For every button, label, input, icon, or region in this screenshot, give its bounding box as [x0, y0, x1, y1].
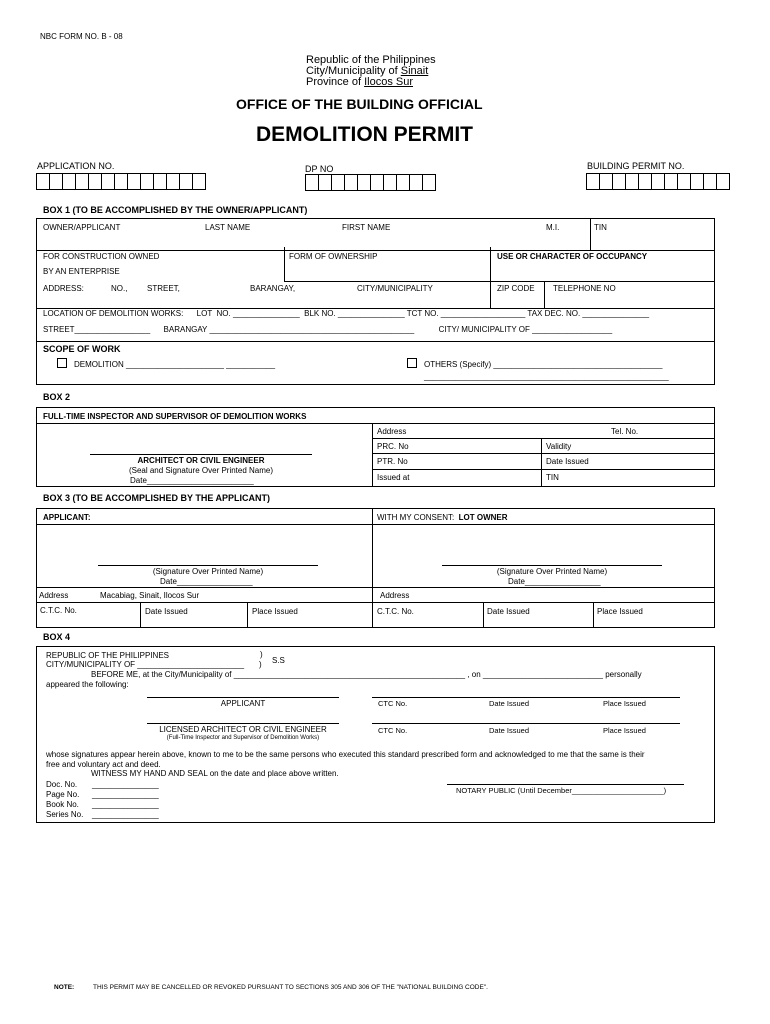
- page-title: DEMOLITION PERMIT: [256, 123, 473, 146]
- owner-place-issued-label: Place Issued: [597, 607, 643, 616]
- last-name-label: LAST NAME: [205, 223, 251, 232]
- seal-signature-label: (Seal and Signature Over Printed Name): [128, 466, 274, 475]
- republic-text: REPUBLIC OF THE PHILIPPINES: [46, 651, 169, 660]
- box3-address-label: Address: [39, 591, 69, 600]
- others-label: OTHERS (Specify) ______________________________________: [424, 360, 663, 369]
- box3-owner-address-label: Address: [380, 591, 410, 600]
- note-text: THIS PERMIT MAY BE CANCELLED OR REVOKED PURSUANT TO SECTIONS 305 AND 306 OF THE "NATIONAL BUILDING CODE".: [93, 984, 488, 991]
- header-province: Province of Ilocos Sur: [306, 76, 414, 88]
- applicant-date-issued: Date Issued: [489, 699, 530, 708]
- applicant-place-issued-label: Place Issued: [252, 607, 298, 616]
- box4-label: BOX 4: [43, 632, 71, 642]
- owner-ctc-label: C.T.C. No.: [377, 607, 414, 616]
- use-character-label: USE OR CHARACTER OF OCCUPANCY: [497, 252, 648, 261]
- validity-label: Validity: [546, 442, 572, 451]
- applicant-signature-label: (Signature Over Printed Name): [152, 567, 264, 576]
- address-no-label: NO.,: [111, 284, 128, 293]
- mi-label: M.I.: [546, 223, 560, 232]
- applicant-ctc-no: CTC No.: [378, 699, 408, 708]
- notary-public-label: NOTARY PUBLIC (Until December______________________): [456, 786, 667, 795]
- city-text: CITY/MUNICIPALITY OF ________________________: [46, 660, 245, 669]
- dp-no-field[interactable]: [305, 174, 436, 191]
- ptr-label: PTR. No: [377, 457, 408, 466]
- series-no-line: _______________: [92, 810, 159, 819]
- licensed-architect-label: LICENSED ARCHITECT OR CIVIL ENGINEER: [159, 725, 327, 734]
- form-of-ownership-label: FORM OF OWNERSHIP: [289, 252, 378, 261]
- header-city-value: Sinait: [400, 65, 429, 77]
- box2-tel-label: Tel. No.: [611, 427, 639, 436]
- header-city: City/Municipality of Sinait: [306, 65, 429, 77]
- architect-ctc-no: CTC No.: [378, 726, 408, 735]
- others-checkbox[interactable]: [407, 358, 417, 368]
- demolition-label: DEMOLITION ______________________ ___________: [74, 360, 276, 369]
- application-no-field[interactable]: [36, 173, 206, 190]
- lot-owner-date-line: Date_________________: [508, 577, 601, 586]
- issued-at-label: Issued at: [377, 473, 410, 482]
- applicant-date-issued-label: Date Issued: [145, 607, 188, 616]
- building-permit-no-label: BUILDING PERMIT NO.: [587, 161, 685, 171]
- location-line: LOCATION OF DEMOLITION WORKS: LOT NO. _______________ BLK NO. _______________ TCT NO. ___________________ TAX DEC. NO. _______________: [43, 309, 650, 318]
- box2-date-issued-label: Date Issued: [546, 457, 589, 466]
- box1-title: BOX 1 (TO BE ACCOMPLISHED BY THE OWNER/APPLICANT): [43, 205, 308, 215]
- architect-label: ARCHITECT OR CIVIL ENGINEER: [137, 456, 265, 465]
- dp-no-label: DP NO: [305, 164, 334, 174]
- address-city-label: CITY/MUNICIPALITY: [357, 284, 433, 293]
- paren-1: ): [260, 650, 263, 659]
- lot-owner-signature-label: (Signature Over Printed Name): [496, 567, 608, 576]
- prc-label: PRC. No: [377, 442, 409, 451]
- applicant-sig-label: APPLICANT: [220, 699, 266, 708]
- box2-address-label: Address: [377, 427, 407, 436]
- building-permit-no-field[interactable]: [586, 173, 730, 190]
- lot-owner-label: LOT OWNER: [458, 513, 508, 522]
- fulltime-inspector-note: (Full-Time Inspector and Supervisor of Demolition Works): [166, 735, 320, 741]
- header-republic: Republic of the Philippines: [306, 54, 436, 66]
- tin-label: TIN: [594, 223, 607, 232]
- note-label: NOTE:: [54, 984, 75, 991]
- zip-code-label: ZIP CODE: [497, 284, 535, 293]
- by-enterprise-label: BY AN ENTERPRISE: [43, 267, 120, 276]
- before-me-text: BEFORE ME, at the City/Municipality of ____________________________________________________ , on ___________________________ personally: [91, 670, 642, 679]
- whose-signatures-text: whose signatures appear herein above, known to me to be the same persons who executed this standard prescribed form and acknowledged to me that the same is their: [46, 750, 645, 759]
- applicant-place-issued: Place Issued: [603, 699, 646, 708]
- box3-address-value: Macabiag, Sinait, Ilocos Sur: [100, 591, 200, 600]
- box2-title: FULL-TIME INSPECTOR AND SUPERVISOR OF DEMOLITION WORKS: [43, 412, 307, 421]
- address-barangay-label: BARANGAY,: [250, 284, 296, 293]
- page-no-label: Page No.: [46, 790, 80, 799]
- doc-no-line: _______________: [92, 780, 159, 789]
- others-line2: _______________________________________________________: [424, 372, 669, 381]
- page-no-line: _______________: [92, 790, 159, 799]
- applicant-date-line: Date_________________: [160, 577, 253, 586]
- owner-date-issued-label: Date Issued: [487, 607, 530, 616]
- consent-label: WITH MY CONSENT: LOT OWNER: [377, 513, 508, 522]
- owner-applicant-label: OWNER/APPLICANT: [43, 223, 121, 232]
- street-line: STREET_________________ BARANGAY ______________________________________________ CITY/ MUNICIPALITY OF __________________: [43, 325, 613, 334]
- ss-text: S.S: [272, 656, 285, 665]
- architect-date-issued: Date Issued: [489, 726, 530, 735]
- address-street-label: STREET,: [147, 284, 180, 293]
- book-no-label: Book No.: [46, 800, 79, 809]
- demolition-checkbox[interactable]: [57, 358, 67, 368]
- for-construction-label: FOR CONSTRUCTION OWNED: [43, 252, 160, 261]
- appeared-text: appeared the following:: [46, 680, 129, 689]
- box2-label: BOX 2: [43, 392, 71, 402]
- applicant-ctc-label: C.T.C. No.: [40, 606, 77, 615]
- header-province-value: Ilocos Sur: [364, 76, 414, 88]
- office-title: OFFICE OF THE BUILDING OFFICIAL: [236, 96, 483, 112]
- paren-2: ): [259, 660, 262, 669]
- book-no-line: _______________: [92, 800, 159, 809]
- form-number: NBC FORM NO. B - 08: [40, 32, 123, 41]
- applicant-label: APPLICANT:: [43, 513, 91, 522]
- application-no-label: APPLICATION NO.: [37, 161, 115, 171]
- witness-text: WITNESS MY HAND AND SEAL on the date and place above written.: [91, 769, 339, 778]
- box2-date-line: Date________________________: [130, 476, 254, 485]
- box2-tin-label: TIN: [546, 473, 559, 482]
- free-voluntary-text: free and voluntary act and deed.: [46, 760, 161, 769]
- scope-title: SCOPE OF WORK: [43, 344, 121, 354]
- box3-title: BOX 3 (TO BE ACCOMPLISHED BY THE APPLICANT): [43, 493, 271, 503]
- first-name-label: FIRST NAME: [342, 223, 391, 232]
- architect-place-issued: Place Issued: [603, 726, 646, 735]
- telephone-label: TELEPHONE NO: [553, 284, 616, 293]
- series-no-label: Series No.: [46, 810, 84, 819]
- address-label: ADDRESS:: [43, 284, 84, 293]
- doc-no-label: Doc. No.: [46, 780, 78, 789]
